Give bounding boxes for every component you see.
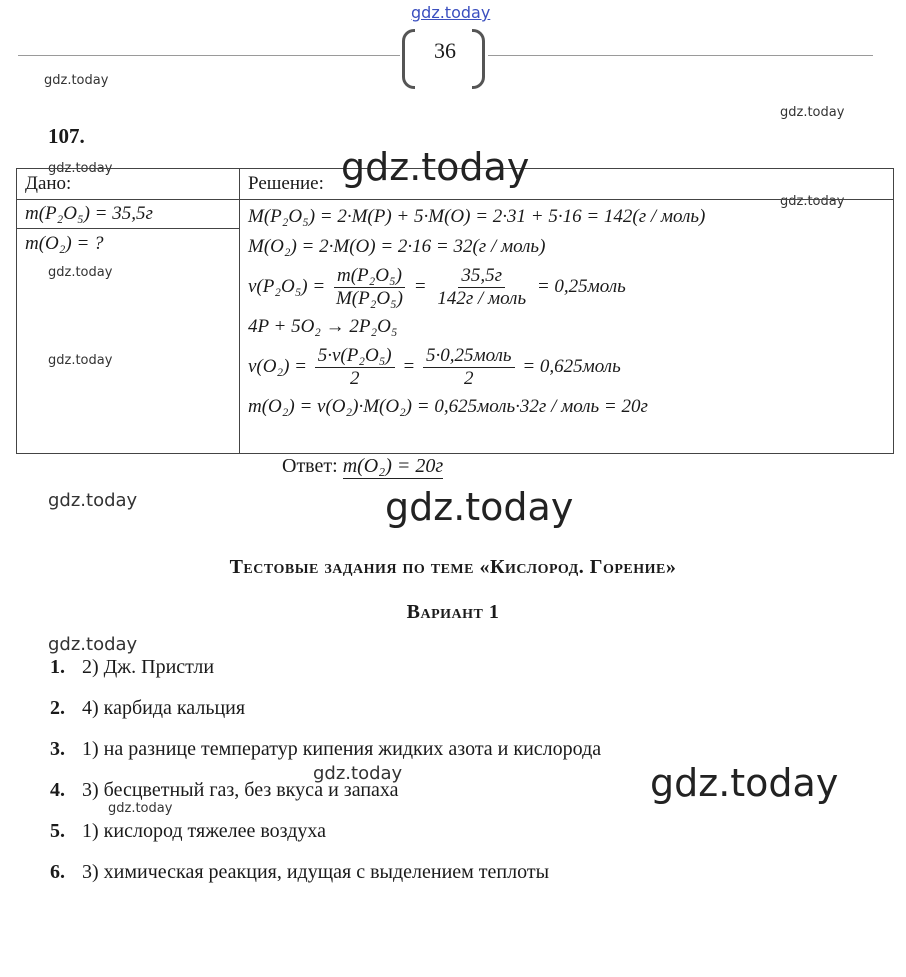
- fraction-denominator: 2: [349, 368, 360, 390]
- fraction-denominator: M(P₂O₅): [335, 288, 403, 310]
- mass-o2: m(O₂) = ν(O₂)·M(O₂) = 0,625моль·32г / моль = 20г: [248, 396, 648, 417]
- solution-table: [16, 168, 894, 454]
- watermark: gdz.today: [48, 634, 138, 655]
- fraction-denominator: 2: [464, 368, 474, 390]
- watermark: gdz.today: [780, 105, 845, 120]
- header-rule-right: [488, 55, 873, 56]
- watermark-large: gdz.today: [650, 761, 839, 805]
- answer: [282, 455, 443, 478]
- page-bracket-left: [402, 29, 415, 89]
- molar-mass-p2o5: M(P₂O₅) = 2·M(P) + 5·M(O) = 2·31 + 5·16 = 142(г / моль): [248, 206, 706, 227]
- watermark: gdz.today: [108, 801, 173, 816]
- fraction-numerator: 35,5г: [458, 265, 505, 288]
- watermark: gdz.today: [44, 73, 109, 88]
- list-item: [50, 656, 214, 679]
- given-unknown: m(O₂) = ?: [25, 233, 104, 254]
- reaction-equation: 4P + 5O₂ → 2P₂O₅: [248, 316, 398, 337]
- task-number: 107.: [48, 124, 85, 148]
- amount-o2-lhs: ν(O₂) =: [248, 356, 307, 377]
- answer-label: Ответ:: [282, 455, 338, 477]
- fraction: [315, 345, 395, 390]
- item-number: 6.: [50, 861, 65, 883]
- given-cell: [17, 200, 240, 454]
- solution-header: Решение:: [240, 169, 894, 200]
- item-number: 3.: [50, 738, 65, 760]
- watermark-top: gdz.today: [411, 3, 491, 22]
- watermark-large: gdz.today: [385, 485, 574, 529]
- molar-mass-o2: M(O₂) = 2·M(O) = 2·16 = 32(г / моль): [248, 236, 546, 257]
- given-header: Дано:: [17, 169, 240, 200]
- amount-p2o5-result: = 0,25моль: [536, 276, 626, 297]
- list-item: [50, 779, 399, 802]
- item-number: 5.: [50, 820, 65, 842]
- given-mass: m(P₂O₅) = 35,5г: [17, 200, 239, 229]
- watermark: gdz.today: [313, 763, 403, 784]
- watermark: gdz.today: [780, 194, 845, 209]
- test-title: Тестовые задания по теме «Кислород. Горение»: [229, 556, 677, 578]
- fraction: [333, 265, 406, 310]
- amount-o2-result: = 0,625моль: [522, 356, 621, 377]
- watermark: gdz.today: [48, 161, 113, 176]
- fraction: [423, 345, 515, 390]
- item-answer: 3) бесцветный газ, без вкуса и запаха: [82, 779, 399, 801]
- list-item: [50, 738, 601, 761]
- item-number: 4.: [50, 779, 65, 801]
- item-number: 1.: [50, 656, 65, 678]
- fraction-denominator: 142г / моль: [437, 288, 527, 310]
- fraction-numerator: 5·0,25моль: [423, 345, 515, 368]
- item-number: 2.: [50, 697, 65, 719]
- variant-title: Вариант 1: [406, 601, 500, 623]
- equals-sign: =: [402, 356, 416, 377]
- header-rule-left: [18, 55, 400, 56]
- answer-value: m(O₂) = 20г: [342, 455, 444, 477]
- solution-cell: [240, 200, 894, 454]
- list-item: [50, 861, 549, 884]
- watermark: gdz.today: [48, 265, 113, 280]
- item-answer: 2) Дж. Пристли: [82, 656, 215, 678]
- list-item: [50, 820, 326, 843]
- list-item: [50, 697, 245, 720]
- watermark-large: gdz.today: [341, 145, 530, 189]
- item-answer: 1) кислород тяжелее воздуха: [82, 820, 327, 842]
- watermark: gdz.today: [48, 353, 113, 368]
- amount-o2: [248, 342, 885, 392]
- watermark: gdz.today: [48, 490, 138, 511]
- equals-sign: =: [413, 276, 427, 297]
- item-answer: 3) химическая реакция, идущая с выделением теплоты: [82, 861, 550, 883]
- amount-p2o5-lhs: ν(P₂O₅) =: [248, 276, 326, 297]
- amount-p2o5: [248, 262, 885, 312]
- fraction-numerator: m(P₂O₅): [334, 265, 405, 288]
- item-answer: 1) на разнице температур кипения жидких азота и кислорода: [82, 738, 602, 760]
- page-number: 36: [434, 38, 456, 63]
- item-answer: 4) карбида кальция: [82, 697, 246, 719]
- fraction: [434, 265, 529, 310]
- fraction-numerator: 5·ν(P₂O₅): [315, 345, 395, 368]
